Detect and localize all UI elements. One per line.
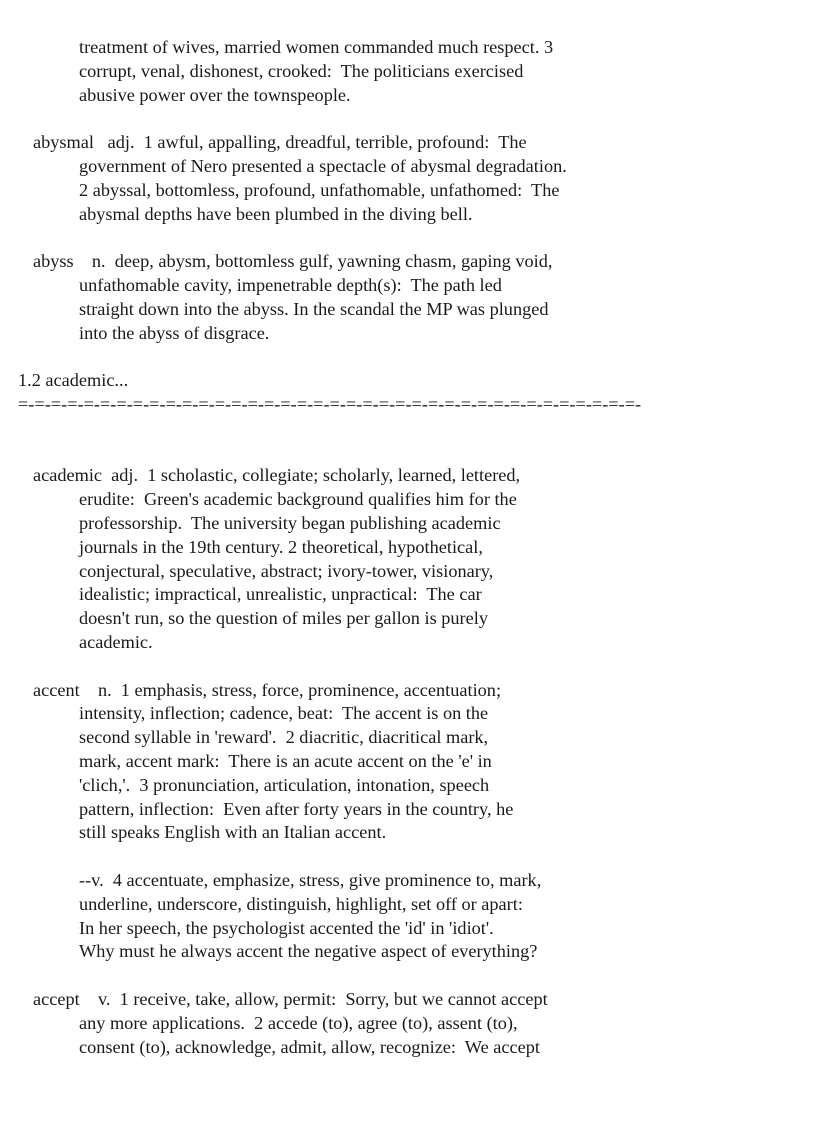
entry-text-line: journals in the 19th century. 2 theoretical, hypothetical, <box>79 536 483 557</box>
entry-text-line: professorship. The university began publishing academic <box>79 513 501 533</box>
entry-text-line: straight down into the abyss. In the scandal the MP was plunged <box>79 298 549 319</box>
entry-text-line: 'clich,'. 3 pronunciation, articulation, intonation, speech <box>79 774 490 795</box>
entry-text-line: Why must he always accent the negative aspect of everything? <box>79 941 538 962</box>
section-heading: 1.2 academic... <box>18 370 129 391</box>
entry-text-line: unfathomable cavity, impenetrable depth(s): The path led <box>79 275 502 295</box>
entry-text-line: 2 abyssal, bottomless, profound, unfathomable, unfathomed: The <box>79 179 560 200</box>
entry-text-line: academic. <box>79 632 153 652</box>
entry-text-line: corrupt, venal, dishonest, crooked: The politicians exercised <box>79 60 524 81</box>
entry-headword-line: accent n. 1 emphasis, stress, force, prominence, accentuation; <box>33 679 502 700</box>
entry-text-line: --v. 4 accentuate, emphasize, stress, give prominence to, mark, <box>79 870 542 890</box>
entry-headword-line: academic adj. 1 scholastic, collegiate; scholarly, learned, lettered, <box>33 465 521 486</box>
entry-text-line: abysmal depths have been plumbed in the diving bell. <box>79 203 473 224</box>
entry-text-line: treatment of wives, married women commanded much respect. 3 <box>79 37 554 57</box>
entry-text-line: idealistic; impractical, unrealistic, unpractical: The car <box>79 584 482 605</box>
entry-text-line: any more applications. 2 accede (to), agree (to), assent (to), <box>79 1012 518 1033</box>
entry-text-line: underline, underscore, distinguish, highlight, set off or apart: <box>79 893 523 914</box>
entry-text-line: mark, accent mark: There is an acute accent on the 'e' in <box>79 751 492 771</box>
entry-text-line: conjectural, speculative, abstract; ivory-tower, visionary, <box>79 560 494 581</box>
entry-headword-line: accept v. 1 receive, take, allow, permit: Sorry, but we cannot accept <box>33 989 548 1009</box>
entry-headword-line: abyss n. deep, abysm, bottomless gulf, yawning chasm, gaping void, <box>33 251 553 272</box>
entry-text-line: pattern, inflection: Even after forty years in the country, he <box>79 798 514 819</box>
section-divider: =-=-=-=-=-=-=-=-=-=-=-=-=-=-=-=-=-=-=-=-=-=-=-=-=-=-=-=-=-=-=-=-=-=-=-=-=-=- <box>18 394 642 414</box>
entry-text-line: In her speech, the psychologist accented the 'id' in 'idiot'. <box>79 917 494 938</box>
entry-headword-line: abysmal adj. 1 awful, appalling, dreadful, terrible, profound: The <box>33 132 527 153</box>
entry-text-line: doesn't run, so the question of miles per gallon is purely <box>79 608 488 629</box>
entry-text-line: erudite: Green's academic background qualifies him for the <box>79 489 517 510</box>
entry-text-line: abusive power over the townspeople. <box>79 84 351 105</box>
entry-text-line: government of Nero presented a spectacle of abysmal degradation. <box>79 156 567 176</box>
entry-text-line: intensity, inflection; cadence, beat: The accent is on the <box>79 703 489 724</box>
entry-text-line: second syllable in 'reward'. 2 diacritic, diacritical mark, <box>79 727 489 748</box>
entry-text-line: into the abyss of disgrace. <box>79 322 270 343</box>
entry-text-line: still speaks English with an Italian accent. <box>79 822 387 843</box>
entry-text-line: consent (to), acknowledge, admit, allow, recognize: We accept <box>79 1036 540 1057</box>
